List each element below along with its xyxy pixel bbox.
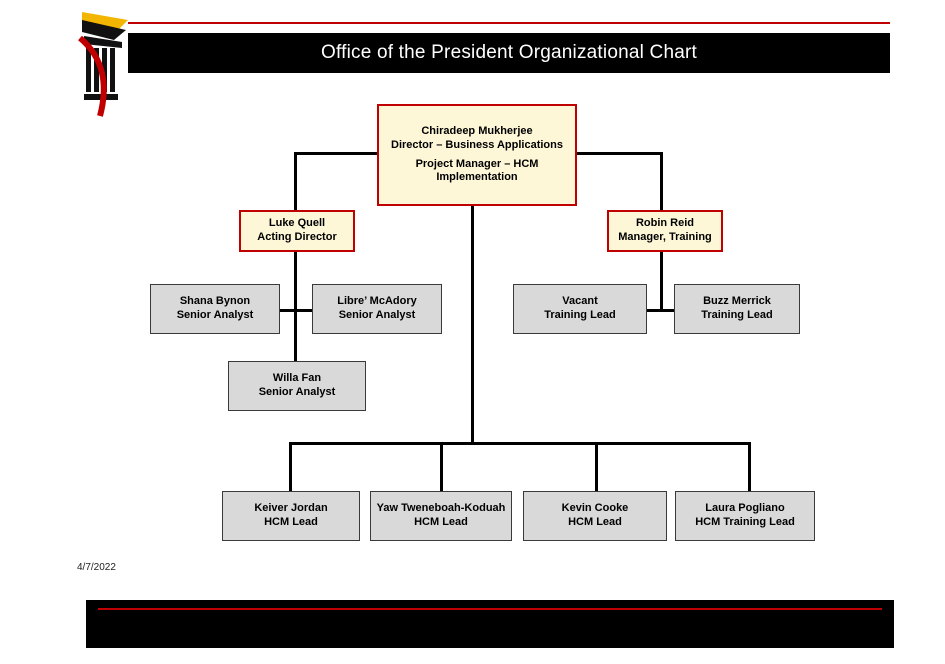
org-node-buzz-merrick[interactable]	[674, 284, 800, 334]
node-line: Laura Pogliano	[705, 502, 785, 515]
page-title-text: Office of the President Organizational Chart	[321, 42, 697, 63]
node-line: Director – Business Applications	[391, 138, 563, 151]
node-line: Buzz Merrick	[703, 295, 771, 308]
node-line: Training Lead	[544, 309, 616, 321]
header-red-rule	[128, 22, 890, 24]
org-node-laura-pogliano[interactable]	[675, 491, 815, 541]
connector-yaw-stem	[440, 442, 443, 492]
node-line: Training Lead	[701, 309, 773, 321]
page-title	[128, 33, 890, 73]
org-node-yaw-tweneboah-koduah[interactable]	[370, 491, 512, 541]
node-line: Robin Reid	[635, 217, 695, 230]
node-line: Libre’ McAdory	[337, 295, 417, 308]
org-node-libre-mcadory[interactable]	[312, 284, 442, 334]
org-node-kevin-cooke[interactable]	[523, 491, 667, 541]
org-node-luke-quell[interactable]	[239, 210, 355, 252]
node-line: Manager, Training	[618, 231, 712, 243]
node-line: HCM Lead	[264, 516, 318, 528]
connector-laura-stem	[748, 442, 751, 492]
connector-top-vertical	[471, 205, 474, 444]
org-node-chiradeep-mukherjee[interactable]	[377, 104, 577, 206]
node-line: Senior Analyst	[338, 309, 416, 321]
footer-red-rule	[98, 608, 882, 610]
node-line: Chiradeep Mukherjee	[421, 125, 533, 137]
node-line: HCM Training Lead	[695, 516, 795, 528]
node-line: Shana Bynon	[179, 295, 251, 308]
connector-bottom-horizontal	[289, 442, 751, 445]
org-node-vacant-training-lead[interactable]	[513, 284, 647, 334]
slide-date: 4/7/2022	[77, 562, 116, 573]
node-line: Kevin Cooke	[561, 502, 629, 515]
node-line: Luke Quell	[268, 217, 326, 230]
node-line: Acting Director	[257, 231, 337, 243]
org-node-keiver-jordan[interactable]	[222, 491, 360, 541]
connector-luke-down	[294, 250, 297, 310]
connector-robin-down	[660, 250, 663, 310]
connector-robin-stem	[660, 152, 663, 211]
node-line: HCM Lead	[414, 516, 468, 528]
node-line: Project Manager – HCM Implementation	[415, 157, 539, 184]
node-line: Vacant	[562, 295, 598, 308]
node-line: Yaw Tweneboah-Koduah	[376, 502, 506, 515]
node-line: Senior Analyst	[176, 309, 254, 321]
org-node-willa-fan[interactable]	[228, 361, 366, 411]
node-line: Keiver Jordan	[254, 502, 328, 515]
node-line: HCM Lead	[568, 516, 622, 528]
node-line: Senior Analyst	[258, 386, 336, 398]
org-node-robin-reid[interactable]	[607, 210, 723, 252]
connector-keiver-stem	[289, 442, 292, 492]
node-line: Willa Fan	[272, 372, 322, 385]
connector-luke-stem	[294, 152, 297, 211]
org-node-shana-bynon[interactable]	[150, 284, 280, 334]
connector-kevin-stem	[595, 442, 598, 492]
